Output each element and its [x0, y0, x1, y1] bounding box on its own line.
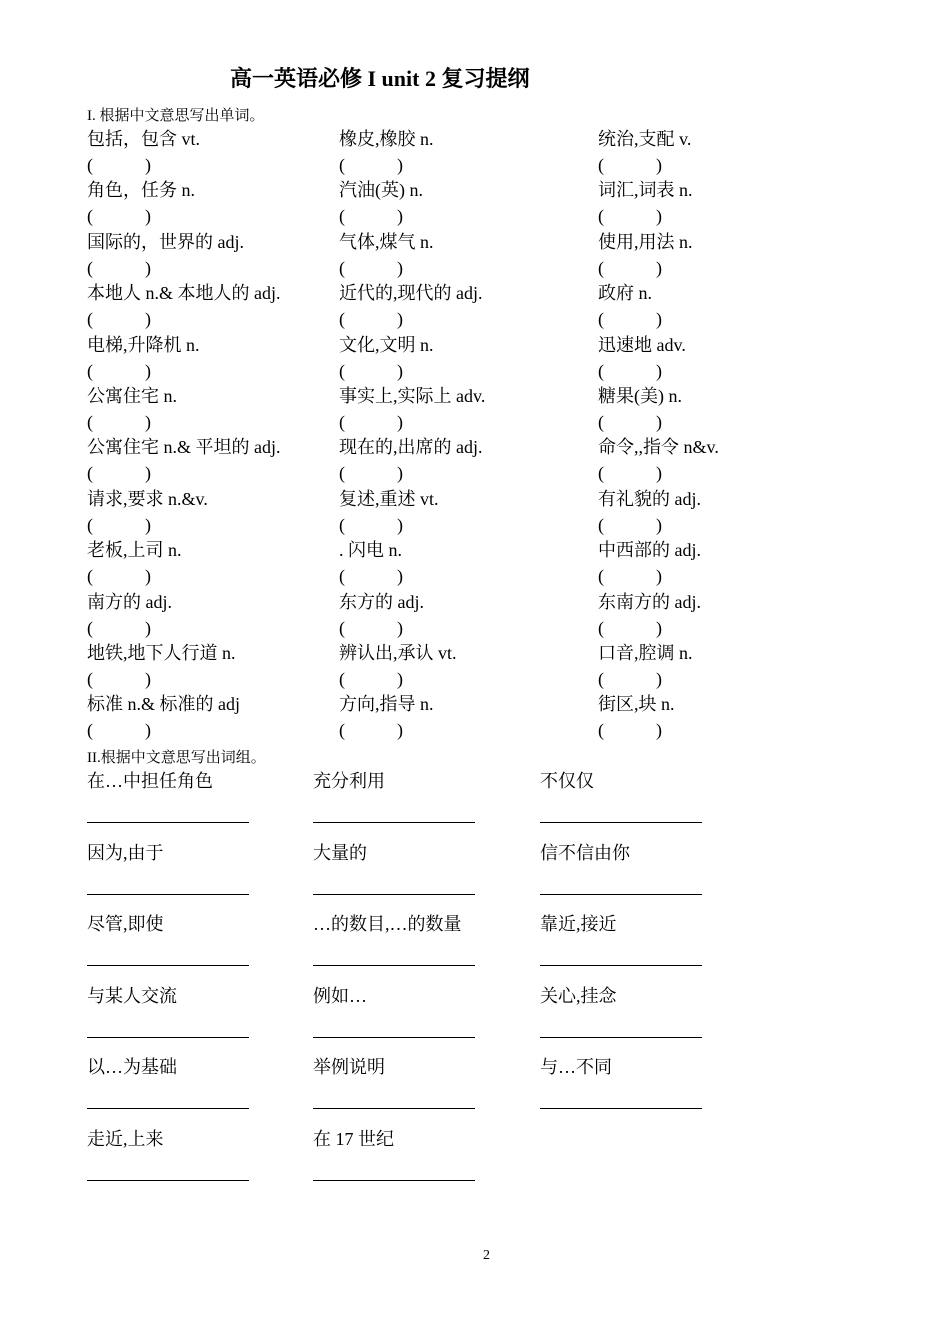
phrase-prompt: 例如… [313, 985, 367, 1006]
vocab-prompt: 气体,煤气 n. [339, 231, 434, 252]
answer-line[interactable] [87, 965, 249, 966]
phrase-prompt: 走近,上来 [87, 1128, 164, 1149]
vocab-prompt: 复述,重述 vt. [339, 488, 439, 509]
open-paren: ( [87, 206, 93, 227]
open-paren: ( [87, 720, 93, 741]
close-paren: ) [656, 206, 662, 227]
close-paren: ) [656, 669, 662, 689]
open-paren: ( [87, 309, 93, 330]
open-paren: ( [598, 155, 604, 175]
vocab-prompt: 方向,指导 n. [339, 694, 434, 715]
close-paren: ) [397, 412, 403, 432]
open-paren: ( [87, 566, 93, 587]
close-paren: ) [145, 155, 151, 175]
open-paren: ( [598, 669, 604, 689]
answer-line[interactable] [313, 822, 475, 823]
close-paren: ) [145, 412, 151, 432]
open-paren: ( [87, 155, 93, 175]
answer-line[interactable] [540, 822, 702, 823]
vocab-prompt: 请求,要求 n.&v. [87, 488, 208, 509]
vocab-prompt: 有礼貌的 adj. [598, 488, 701, 509]
answer-line[interactable] [540, 1037, 702, 1038]
answer-line[interactable] [87, 1037, 249, 1038]
close-paren: ) [397, 566, 403, 587]
open-paren: ( [598, 206, 604, 227]
answer-line[interactable] [313, 965, 475, 966]
phrase-prompt: 与…不同 [540, 1057, 612, 1077]
close-paren: ) [145, 463, 151, 484]
close-paren: ) [656, 309, 662, 330]
section-2-heading: II.根据中文意思写出词组。 [87, 750, 266, 766]
close-paren: ) [397, 669, 403, 689]
open-paren: ( [87, 617, 93, 638]
answer-line[interactable] [87, 1180, 249, 1181]
open-paren: ( [598, 566, 604, 587]
vocab-prompt: 南方的 adj. [87, 591, 172, 612]
close-paren: ) [145, 257, 151, 278]
open-paren: ( [339, 360, 345, 381]
close-paren: ) [656, 514, 662, 535]
vocab-prompt: 辨认出,承认 vt. [339, 643, 457, 663]
open-paren: ( [598, 412, 604, 432]
page-number: 2 [483, 1248, 490, 1263]
vocab-prompt: 东南方的 adj. [598, 591, 701, 612]
close-paren: ) [656, 257, 662, 278]
open-paren: ( [598, 360, 604, 381]
close-paren: ) [656, 617, 662, 638]
open-paren: ( [339, 617, 345, 638]
answer-line[interactable] [313, 1180, 475, 1181]
open-paren: ( [598, 514, 604, 535]
vocab-prompt: 东方的 adj. [339, 591, 424, 612]
open-paren: ( [339, 566, 345, 587]
open-paren: ( [339, 257, 345, 278]
phrase-prompt: …的数目,…的数量 [313, 914, 462, 934]
open-paren: ( [87, 514, 93, 535]
open-paren: ( [339, 463, 345, 484]
phrase-prompt: 充分利用 [313, 771, 385, 791]
close-paren: ) [397, 617, 403, 638]
close-paren: ) [397, 257, 403, 278]
close-paren: ) [145, 360, 151, 381]
phrase-prompt: 大量的 [313, 842, 367, 863]
open-paren: ( [598, 463, 604, 484]
close-paren: ) [145, 617, 151, 638]
vocab-prompt: 角色，任务 n. [87, 180, 195, 201]
close-paren: ) [656, 412, 662, 432]
vocab-prompt: 口音,腔调 n. [598, 643, 693, 663]
close-paren: ) [656, 720, 662, 741]
open-paren: ( [339, 514, 345, 535]
open-paren: ( [339, 412, 345, 432]
vocab-prompt: 中西部的 adj. [598, 540, 701, 561]
close-paren: ) [397, 720, 403, 741]
phrase-prompt: 在 17 世纪 [313, 1128, 394, 1149]
close-paren: ) [397, 309, 403, 330]
close-paren: ) [145, 669, 151, 689]
open-paren: ( [598, 257, 604, 278]
phrase-prompt: 尽管,即使 [87, 914, 164, 934]
vocab-prompt: 街区,块 n. [598, 694, 675, 715]
vocab-prompt: 使用,用法 n. [598, 231, 693, 252]
open-paren: ( [339, 720, 345, 741]
close-paren: ) [397, 514, 403, 535]
open-paren: ( [598, 720, 604, 741]
vocab-prompt: 糖果(美) n. [598, 386, 682, 406]
phrase-prompt: 以…为基础 [87, 1057, 177, 1077]
open-paren: ( [87, 257, 93, 278]
vocab-prompt: 公寓住宅 n. [87, 386, 177, 406]
answer-line[interactable] [87, 1108, 249, 1109]
vocab-prompt: 命令,,指令 n&v. [598, 437, 719, 458]
answer-line[interactable] [540, 1108, 702, 1109]
open-paren: ( [87, 463, 93, 484]
close-paren: ) [656, 360, 662, 381]
open-paren: ( [339, 669, 345, 689]
answer-line[interactable] [313, 1037, 475, 1038]
close-paren: ) [397, 360, 403, 381]
phrase-prompt: 因为,由于 [87, 842, 164, 863]
vocab-prompt: 国际的，世界的 adj. [87, 231, 244, 252]
open-paren: ( [339, 206, 345, 227]
vocab-prompt: 标准 n.& 标准的 adj [87, 694, 240, 715]
vocab-prompt: 迅速地 adv. [598, 334, 686, 355]
answer-line[interactable] [87, 894, 249, 895]
vocab-prompt: 包括，包含 vt. [87, 129, 201, 149]
vocab-prompt: 现在的,出席的 adj. [339, 437, 483, 458]
vocab-prompt: 公寓住宅 n.& 平坦的 adj. [87, 437, 281, 458]
close-paren: ) [656, 566, 662, 587]
vocab-prompt: 政府 n. [598, 283, 652, 304]
phrase-prompt: 信不信由你 [540, 842, 630, 863]
vocab-prompt: 橡皮,橡胶 n. [339, 129, 434, 149]
close-paren: ) [397, 206, 403, 227]
phrase-prompt: 举例说明 [313, 1057, 385, 1077]
vocab-prompt: 地铁,地下人行道 n. [87, 643, 236, 663]
page-title: 高一英语必修 I unit 2 复习提纲 [230, 66, 530, 91]
close-paren: ) [145, 720, 151, 741]
phrase-prompt: 关心,挂念 [540, 985, 617, 1006]
vocab-prompt: . 闪电 n. [339, 540, 402, 561]
open-paren: ( [87, 669, 93, 689]
vocab-prompt: 词汇,词表 n. [598, 180, 693, 201]
close-paren: ) [145, 206, 151, 227]
close-paren: ) [656, 155, 662, 175]
answer-line[interactable] [540, 965, 702, 966]
close-paren: ) [145, 309, 151, 330]
vocab-prompt: 近代的,现代的 adj. [339, 283, 483, 304]
phrase-prompt: 不仅仅 [540, 771, 594, 791]
answer-line[interactable] [313, 894, 475, 895]
phrase-prompt: 在…中担任角色 [87, 771, 213, 791]
open-paren: ( [87, 360, 93, 381]
open-paren: ( [598, 617, 604, 638]
vocab-prompt: 本地人 n.& 本地人的 adj. [87, 283, 281, 304]
open-paren: ( [339, 155, 345, 175]
open-paren: ( [87, 412, 93, 432]
close-paren: ) [397, 155, 403, 175]
phrase-prompt: 与某人交流 [87, 985, 177, 1006]
phrase-prompt: 靠近,接近 [540, 914, 617, 934]
vocab-prompt: 文化,文明 n. [339, 334, 434, 355]
vocab-prompt: 汽油(英) n. [339, 180, 423, 201]
open-paren: ( [598, 309, 604, 330]
vocab-prompt: 统治,支配 v. [598, 129, 692, 149]
vocab-prompt: 老板,上司 n. [87, 540, 182, 561]
answer-line[interactable] [87, 822, 249, 823]
vocab-prompt: 事实上,实际上 adv. [339, 386, 486, 406]
section-1-heading: I. 根据中文意思写出单词。 [87, 108, 265, 124]
answer-line[interactable] [313, 1108, 475, 1109]
vocab-prompt: 电梯,升降机 n. [87, 334, 200, 355]
close-paren: ) [397, 463, 403, 484]
close-paren: ) [145, 566, 151, 587]
close-paren: ) [145, 514, 151, 535]
answer-line[interactable] [540, 894, 702, 895]
close-paren: ) [656, 463, 662, 484]
open-paren: ( [339, 309, 345, 330]
